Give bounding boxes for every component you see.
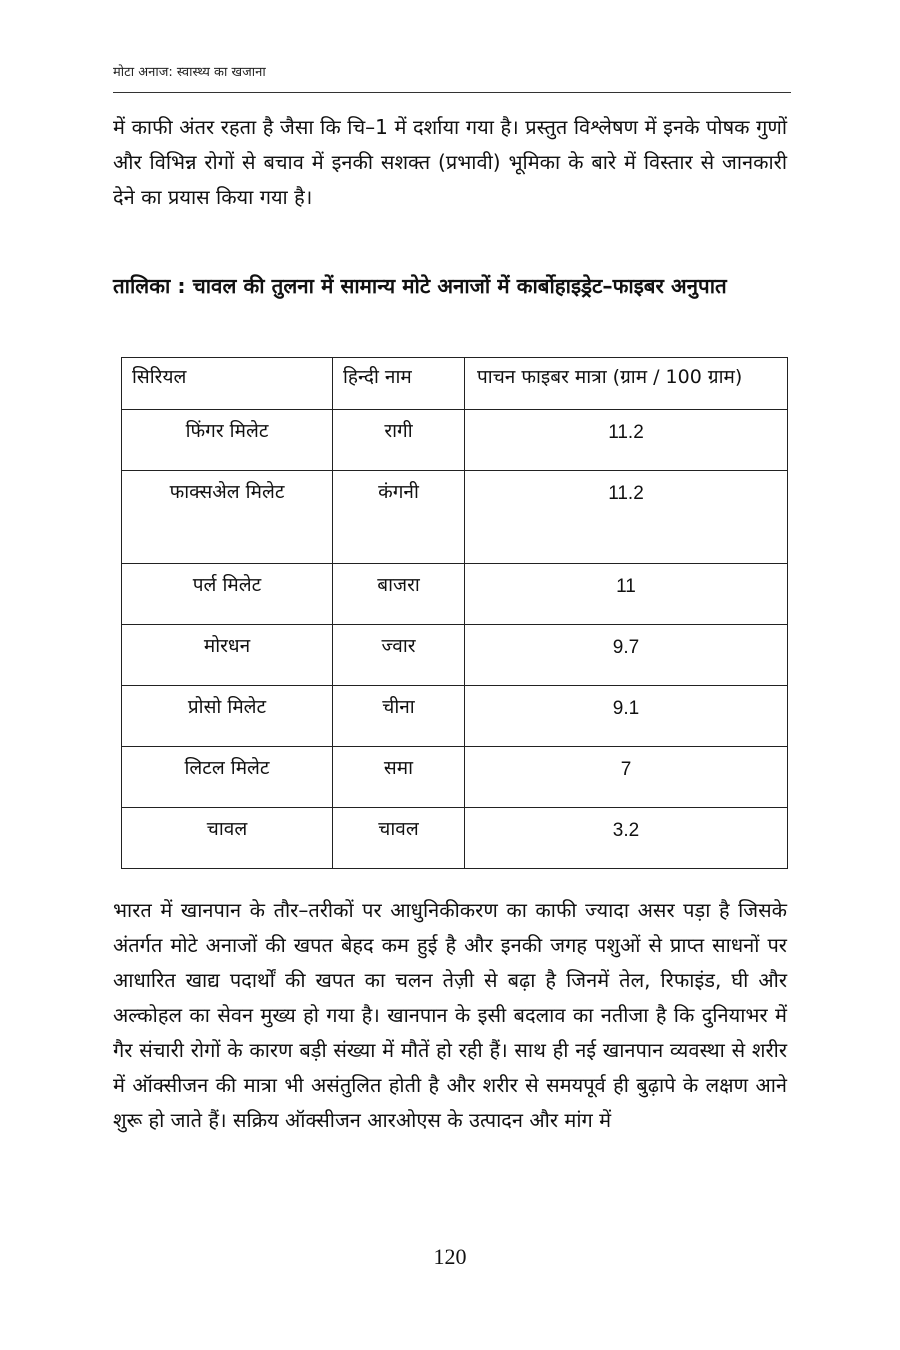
header-divider <box>113 92 791 93</box>
table-row <box>122 410 788 471</box>
table-row <box>122 808 788 869</box>
cell-fiber-value: 3.2 <box>465 808 788 869</box>
cell-name: लिटल मिलेट <box>122 747 333 808</box>
body-paragraph: भारत में खानपान के तौर–तरीकों पर आधुनिकीकरण का काफी ज्यादा असर पड़ा है जिसके अंतर्गत मोटे अनाजों की खपत बेहद कम हुई है और इनकी जगह पशुओं से प्राप्त साधनों पर आधारित खाद्य पदार्थों की खपत का चलन तेज़ी से बढ़ा है जिनमें तेल, रिफाइंड, घी और अल्कोहल का सेवन मुख्य हो गया है। खानपान के इसी बदलाव का नतीजा है कि दुनियाभर में गैर संचारी रोगों के कारण बड़ी संख्या में मौतें हो रही हैं। साथ ही नई खानपान व्यवस्था से शरीर में ऑक्सीजन की मात्रा भी असंतुलित होती है और शरीर से समयपूर्व ही बुढ़ापे के लक्षण आने शुरू हो जाते हैं। सक्रिय ऑक्सीजन आरओएस के उत्पादन और मांग में <box>113 898 787 1132</box>
cell-hindi-name: बाजरा <box>333 564 465 625</box>
table-row <box>122 747 788 808</box>
cell-name: पर्ल मिलेट <box>122 564 333 625</box>
cell-fiber-value: 11.2 <box>465 410 788 471</box>
table-row <box>122 471 788 564</box>
fiber-table <box>121 357 788 869</box>
table-row <box>122 564 788 625</box>
intro-paragraph: में काफी अंतर रहता है जैसा कि चि–1 में दर्शाया गया है। प्रस्तुत विश्लेषण में इनके पोषक गुणों और विभिन्न रोगों से बचाव में इनकी सशक्त (प्रभावी) भूमिका के बारे में विस्तार से जानकारी देने का प्रयास किया गया है। <box>113 115 787 209</box>
cell-hindi-name: समा <box>333 747 465 808</box>
cell-hindi-name: चावल <box>333 808 465 869</box>
cell-hindi-name: रागी <box>333 410 465 471</box>
cell-name: मोरधन <box>122 625 333 686</box>
cell-fiber-value: 9.7 <box>465 625 788 686</box>
cell-fiber-value: 9.1 <box>465 686 788 747</box>
table-title: तालिका : चावल की तुलना में सामान्य मोटे अनाजों में कार्बोहाइड्रेट–फाइबर अनुपात <box>113 274 727 298</box>
running-header: मोटा अनाज: स्वास्थ्य का खजाना <box>113 65 266 80</box>
cell-name: प्रोसो मिलेट <box>122 686 333 747</box>
cell-name: फाक्सअेल मिलेट <box>122 471 333 564</box>
cell-fiber-value: 11 <box>465 564 788 625</box>
cell-fiber-value: 11.2 <box>465 471 788 564</box>
table-row <box>122 686 788 747</box>
header-fiber-amount: पाचन फाइबर मात्रा (ग्राम / 100 ग्राम) <box>465 358 788 410</box>
table-row <box>122 625 788 686</box>
cell-name: फिंगर मिलेट <box>122 410 333 471</box>
page-number: 120 <box>433 1244 467 1269</box>
cell-name: चावल <box>122 808 333 869</box>
header-hindi-name: हिन्दी नाम <box>333 358 465 410</box>
cell-hindi-name: चीना <box>333 686 465 747</box>
header-serial: सिरियल <box>122 358 333 410</box>
cell-fiber-value: 7 <box>465 747 788 808</box>
table-header-row <box>122 358 788 410</box>
cell-hindi-name: कंगनी <box>333 471 465 564</box>
cell-hindi-name: ज्वार <box>333 625 465 686</box>
